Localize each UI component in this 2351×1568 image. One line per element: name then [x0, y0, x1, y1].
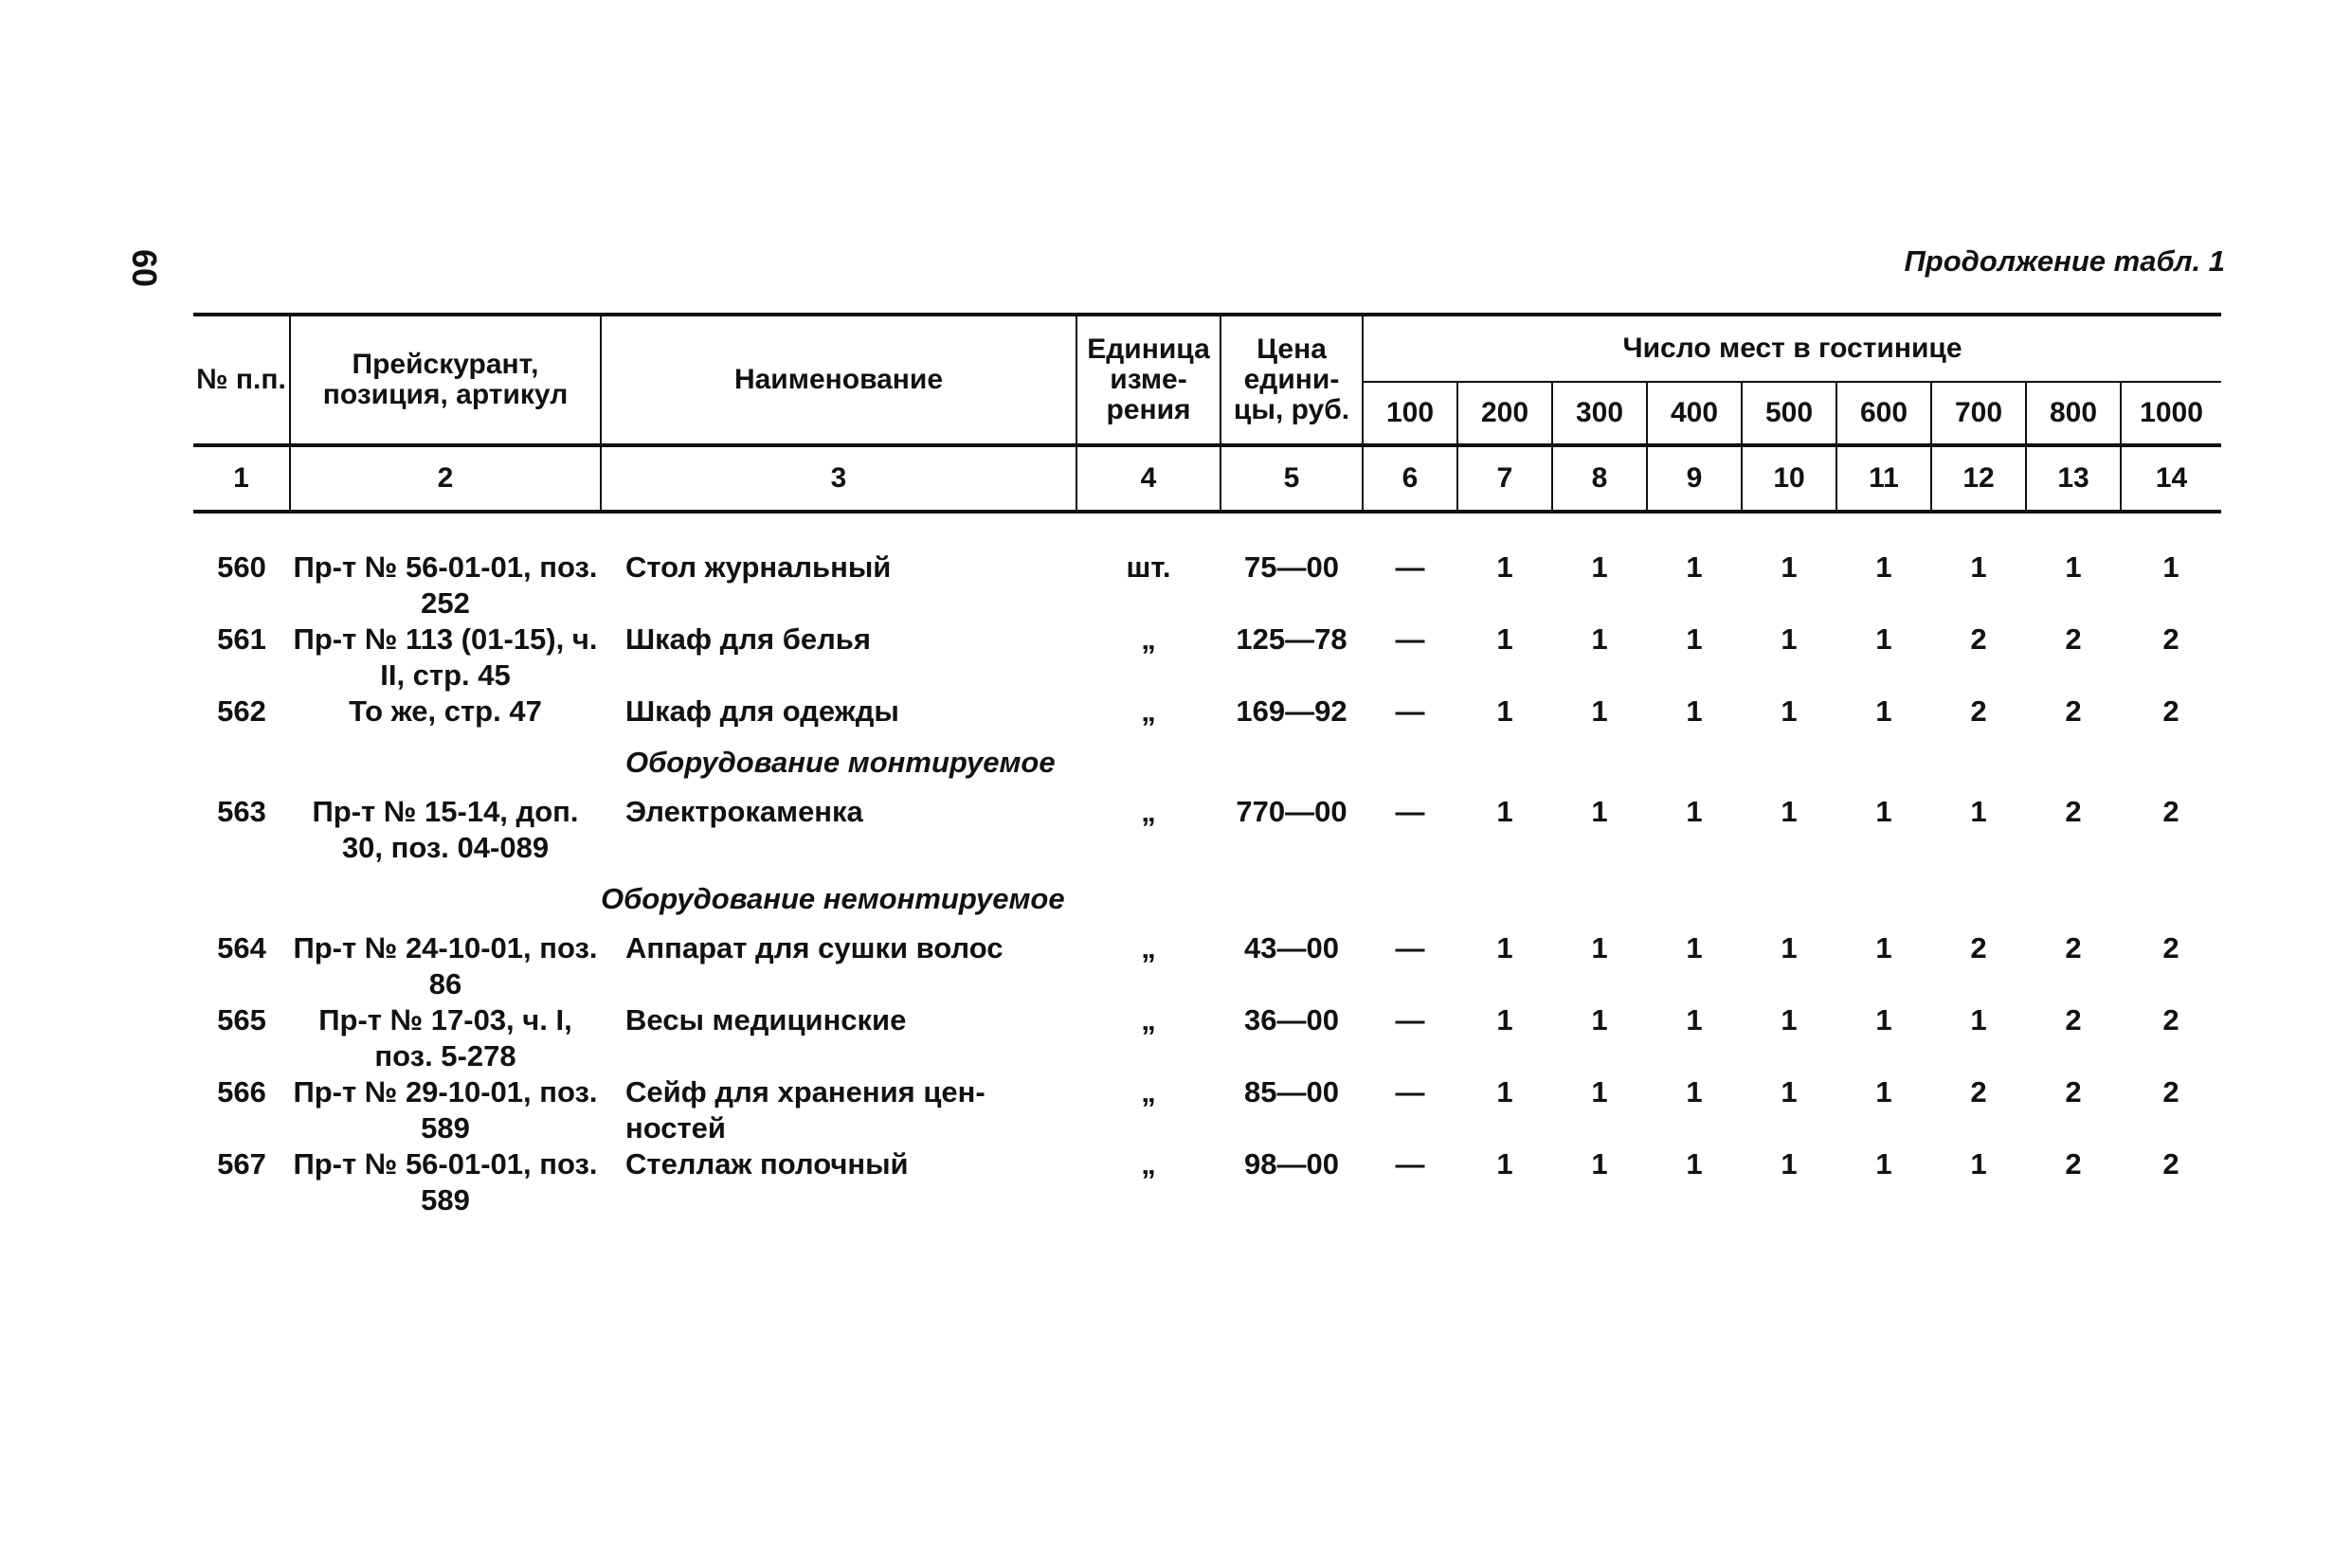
row-qty-100: — [1395, 1147, 1425, 1181]
table-body [193, 550, 2221, 1218]
table-row [193, 1002, 2221, 1074]
header-places-700: 700 [1931, 382, 2026, 445]
row-price: 169—92 [1236, 694, 1347, 728]
row-price: 36—00 [1244, 1003, 1339, 1036]
section-heading-row [193, 730, 2221, 794]
header-places-500: 500 [1742, 382, 1836, 445]
row-qty-1000: 2 [2162, 1075, 2179, 1108]
row-price-list-ref: Пр-т № 56-01-01, поз. 252 [293, 550, 598, 620]
row-qty-400: 1 [1686, 1075, 1703, 1108]
row-price-list-ref: Пр-т № 113 (01-15), ч. II, стр. 45 [293, 622, 598, 692]
header-places-300: 300 [1552, 382, 1647, 445]
row-qty-200: 1 [1496, 931, 1513, 964]
section-heading-row [193, 866, 2221, 930]
table-row [193, 694, 2221, 730]
col-number-8: 8 [1552, 445, 1647, 512]
header-price-list: Прейскурант, позиция, артикул [290, 315, 601, 445]
col-number-4: 4 [1076, 445, 1221, 512]
row-qty-300: 1 [1591, 1003, 1608, 1036]
row-qty-500: 1 [1781, 550, 1798, 584]
section-mounted [193, 730, 2221, 866]
row-item-name: Стеллаж полочный [625, 1147, 909, 1181]
row-price-list-ref: Пр-т № 29-10-01, поз. 589 [293, 1075, 598, 1144]
col-number-11: 11 [1836, 445, 1931, 512]
row-qty-700: 2 [1970, 1075, 1987, 1108]
row-qty-600: 1 [1875, 550, 1892, 584]
col-number-2: 2 [290, 445, 601, 512]
row-qty-1000: 2 [2162, 931, 2179, 964]
row-price-list-ref: Пр-т № 24-10-01, поз. 86 [293, 931, 598, 1000]
col-number-12: 12 [1931, 445, 2026, 512]
table-row [193, 930, 2221, 1002]
row-number: 560 [217, 550, 266, 584]
row-qty-800: 2 [2065, 1075, 2082, 1108]
row-qty-800: 2 [2065, 931, 2082, 964]
header-places-100: 100 [1363, 382, 1457, 445]
table-row [193, 1146, 2221, 1218]
row-qty-700: 2 [1970, 931, 1987, 964]
row-item-name: Шкаф для одежды [625, 694, 899, 728]
row-qty-100: — [1395, 550, 1425, 584]
row-qty-100: — [1395, 694, 1425, 728]
table-header [193, 313, 2221, 514]
row-qty-800: 2 [2065, 1147, 2082, 1181]
row-qty-200: 1 [1496, 694, 1513, 728]
row-item-name: Сейф для хранения цен- ностей [625, 1075, 986, 1144]
row-qty-300: 1 [1591, 622, 1608, 656]
row-qty-100: — [1395, 795, 1425, 828]
row-qty-500: 1 [1781, 1147, 1798, 1181]
col-number-1: 1 [193, 445, 290, 512]
table-row [193, 1074, 2221, 1146]
table-continuation-title: Продолжение табл. 1 [1904, 244, 2225, 278]
row-price: 75—00 [1244, 550, 1339, 584]
row-number: 561 [217, 622, 266, 656]
row-qty-700: 2 [1970, 622, 1987, 656]
row-qty-400: 1 [1686, 622, 1703, 656]
row-qty-800: 2 [2065, 1003, 2082, 1036]
row-qty-500: 1 [1781, 1003, 1798, 1036]
section-heading: Оборудование монтируемое [625, 746, 1056, 779]
row-qty-600: 1 [1875, 795, 1892, 828]
row-price: 85—00 [1244, 1075, 1339, 1108]
row-qty-800: 1 [2065, 550, 2082, 584]
row-qty-100: — [1395, 622, 1425, 656]
row-number: 567 [217, 1147, 266, 1181]
row-qty-200: 1 [1496, 1003, 1513, 1036]
row-price-list-ref: Пр-т № 15-14, доп. 30, поз. 04-089 [312, 795, 579, 864]
row-qty-1000: 2 [2162, 1003, 2179, 1036]
col-number-9: 9 [1647, 445, 1742, 512]
row-qty-400: 1 [1686, 1147, 1703, 1181]
row-price: 125—78 [1236, 622, 1347, 656]
row-qty-400: 1 [1686, 694, 1703, 728]
row-item-name: Аппарат для сушки волос [625, 931, 1004, 964]
row-price-list-ref: Пр-т № 17-03, ч. I, поз. 5-278 [318, 1003, 572, 1072]
table-row [193, 622, 2221, 694]
row-qty-100: — [1395, 931, 1425, 964]
row-qty-200: 1 [1496, 1075, 1513, 1108]
row-item-name: Стол журнальный [625, 550, 892, 584]
row-number: 563 [217, 795, 266, 828]
row-qty-400: 1 [1686, 550, 1703, 584]
row-number: 562 [217, 694, 266, 728]
row-qty-800: 2 [2065, 795, 2082, 828]
row-unit: „ [1141, 1075, 1156, 1108]
col-number-10: 10 [1742, 445, 1836, 512]
row-unit: „ [1141, 795, 1156, 828]
row-qty-500: 1 [1781, 795, 1798, 828]
row-qty-700: 1 [1970, 1003, 1987, 1036]
row-qty-700: 2 [1970, 694, 1987, 728]
header-places-1000: 1000 [2121, 382, 2221, 445]
col-number-7: 7 [1457, 445, 1552, 512]
row-qty-500: 1 [1781, 931, 1798, 964]
row-qty-300: 1 [1591, 931, 1608, 964]
row-qty-700: 1 [1970, 1147, 1987, 1181]
header-places-800: 800 [2026, 382, 2121, 445]
row-price: 98—00 [1244, 1147, 1339, 1181]
table-row [193, 550, 2221, 622]
row-unit: шт. [1126, 550, 1171, 584]
row-qty-300: 1 [1591, 1147, 1608, 1181]
row-qty-500: 1 [1781, 1075, 1798, 1108]
row-qty-600: 1 [1875, 694, 1892, 728]
row-qty-1000: 2 [2162, 795, 2179, 828]
row-price: 43—00 [1244, 931, 1339, 964]
header-places-600: 600 [1836, 382, 1931, 445]
row-qty-1000: 1 [2162, 550, 2179, 584]
col-number-5: 5 [1221, 445, 1363, 512]
row-qty-1000: 2 [2162, 694, 2179, 728]
row-qty-100: — [1395, 1003, 1425, 1036]
header-places-200: 200 [1457, 382, 1552, 445]
row-qty-300: 1 [1591, 1075, 1608, 1108]
row-unit: „ [1141, 694, 1156, 728]
row-qty-600: 1 [1875, 1147, 1892, 1181]
table-row [193, 794, 2221, 866]
row-qty-600: 1 [1875, 1003, 1892, 1036]
row-unit: „ [1141, 1147, 1156, 1181]
row-unit: „ [1141, 931, 1156, 964]
row-qty-800: 2 [2065, 694, 2082, 728]
rows-group-a [193, 550, 2221, 730]
row-qty-500: 1 [1781, 622, 1798, 656]
row-qty-700: 1 [1970, 795, 1987, 828]
header-price: Цена едини- цы, руб. [1221, 315, 1363, 445]
row-qty-600: 1 [1875, 622, 1892, 656]
header-unit: Единица изме- рения [1076, 315, 1221, 445]
row-qty-200: 1 [1496, 795, 1513, 828]
row-qty-1000: 2 [2162, 622, 2179, 656]
header-places-group: Число мест в гостинице [1363, 315, 2221, 382]
row-qty-200: 1 [1496, 550, 1513, 584]
row-qty-700: 1 [1970, 550, 1987, 584]
row-qty-100: — [1395, 1075, 1425, 1108]
section-non-mounted [193, 866, 2221, 1218]
row-price-list-ref: Пр-т № 56-01-01, поз. 589 [293, 1147, 598, 1217]
header-no: № п.п. [193, 315, 290, 445]
row-price-list-ref: То же, стр. 47 [349, 694, 542, 728]
col-number-6: 6 [1363, 445, 1457, 512]
col-number-3: 3 [601, 445, 1076, 512]
row-number: 565 [217, 1003, 266, 1036]
row-unit: „ [1141, 1003, 1156, 1036]
row-unit: „ [1141, 622, 1156, 656]
header-name: Наименование [601, 315, 1076, 445]
row-qty-600: 1 [1875, 931, 1892, 964]
row-qty-300: 1 [1591, 550, 1608, 584]
row-qty-800: 2 [2065, 622, 2082, 656]
col-number-14: 14 [2121, 445, 2221, 512]
row-qty-400: 1 [1686, 1003, 1703, 1036]
row-qty-300: 1 [1591, 694, 1608, 728]
row-price: 770—00 [1236, 795, 1347, 828]
row-item-name: Весы медицинские [625, 1003, 907, 1036]
row-item-name: Шкаф для белья [625, 622, 871, 656]
row-number: 566 [217, 1075, 266, 1108]
page-number: 60 [125, 248, 165, 288]
header-places-400: 400 [1647, 382, 1742, 445]
row-item-name: Электрокаменка [625, 795, 863, 828]
row-number: 564 [217, 931, 266, 964]
row-qty-400: 1 [1686, 931, 1703, 964]
row-qty-200: 1 [1496, 1147, 1513, 1181]
row-qty-300: 1 [1591, 795, 1608, 828]
section-heading: Оборудование немонтируемое [601, 882, 1065, 915]
col-number-13: 13 [2026, 445, 2121, 512]
row-qty-500: 1 [1781, 694, 1798, 728]
row-qty-200: 1 [1496, 622, 1513, 656]
row-qty-400: 1 [1686, 795, 1703, 828]
row-qty-1000: 2 [2162, 1147, 2179, 1181]
row-qty-600: 1 [1875, 1075, 1892, 1108]
